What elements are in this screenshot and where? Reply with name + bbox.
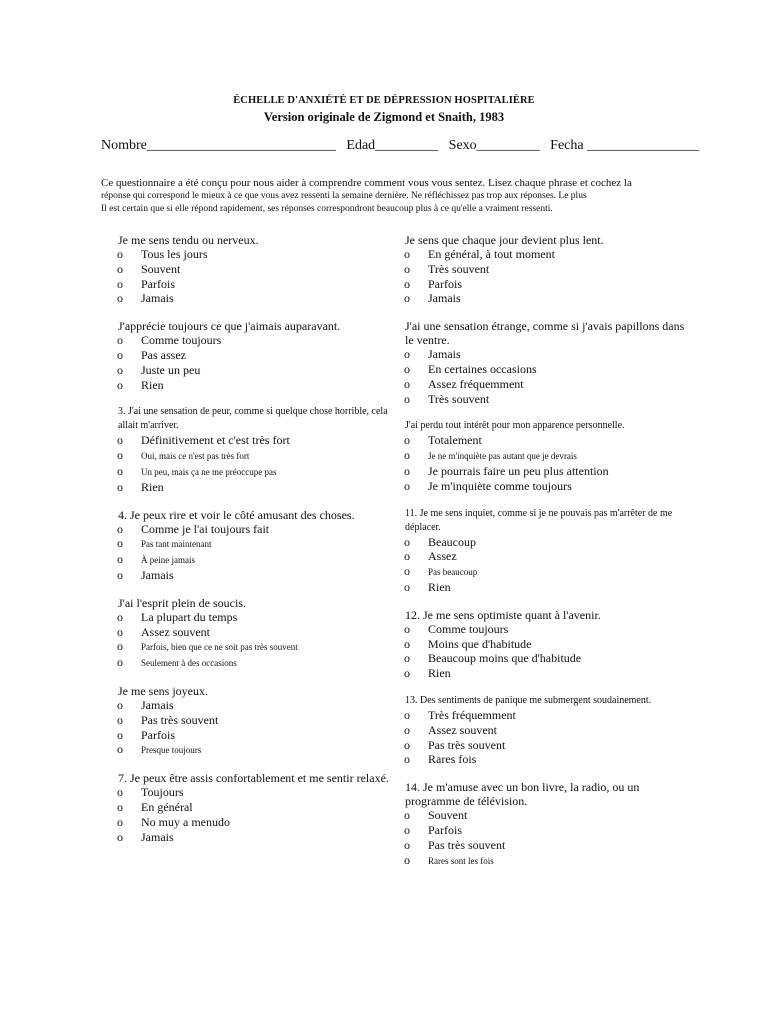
answer-option-label: Presque toujours	[141, 745, 202, 756]
answer-option-label: Rares fois	[428, 752, 477, 767]
answer-option-label: À peine jamais	[141, 555, 195, 566]
question-text: Je sens que chaque jour devient plus lent.	[405, 233, 604, 247]
answer-option[interactable]	[405, 464, 695, 479]
answer-option[interactable]	[405, 708, 695, 723]
answer-option[interactable]	[118, 625, 408, 640]
answer-option[interactable]	[118, 800, 408, 815]
answer-option-label: No muy a menudo	[141, 814, 230, 829]
checkbox-circle-icon[interactable]: o	[117, 552, 123, 567]
checkbox-circle-icon[interactable]: o	[404, 837, 410, 852]
fecha-field[interactable]: Fecha ________________	[550, 138, 700, 153]
answer-option[interactable]	[118, 348, 408, 363]
question-right-1	[405, 233, 695, 306]
answer-option[interactable]	[118, 830, 408, 845]
answer-option-label: Pas très souvent	[428, 737, 506, 752]
checkbox-circle-icon[interactable]: o	[404, 433, 410, 448]
checkbox-circle-icon[interactable]: o	[117, 448, 123, 463]
question-left-4	[118, 508, 408, 583]
answer-option[interactable]	[118, 522, 408, 537]
question-text: J'apprécie toujours ce que j'aimais auparavant.	[118, 319, 341, 334]
answer-option-label: Rien	[428, 666, 451, 681]
checkbox-circle-icon[interactable]: o	[404, 752, 410, 767]
answer-option[interactable]	[405, 838, 695, 853]
checkbox-circle-icon[interactable]: o	[404, 463, 410, 478]
answer-option-label: Assez fréquemment	[428, 376, 524, 391]
answer-option-label: Rien	[141, 479, 164, 494]
checkbox-circle-icon[interactable]: o	[404, 579, 410, 594]
question-right-4	[405, 507, 695, 595]
checkbox-circle-icon[interactable]: o	[404, 822, 410, 837]
answer-option[interactable]	[118, 480, 408, 495]
answer-option-label: La plupart du temps	[141, 609, 238, 624]
question-text: 7. Je peux être assis confortablement et me sentir relaxé.	[118, 771, 389, 786]
answer-option-label: Parfois	[141, 276, 175, 291]
checkbox-circle-icon[interactable]: o	[117, 247, 123, 261]
answer-option[interactable]	[118, 785, 408, 800]
answer-option-label: Parfois, bien que ce ne soit pas très souvent	[141, 642, 298, 653]
answer-option-label: Comme toujours	[428, 621, 509, 636]
answer-option[interactable]	[405, 738, 695, 753]
checkbox-circle-icon[interactable]: o	[117, 785, 123, 800]
question-spacer	[118, 671, 408, 684]
question-spacer	[118, 392, 408, 405]
answer-option-label: Très souvent	[428, 261, 490, 276]
answer-option[interactable]	[118, 247, 408, 262]
checkbox-circle-icon[interactable]: o	[117, 333, 123, 348]
answer-option[interactable]	[405, 433, 695, 448]
answer-option-label: Assez	[428, 549, 457, 564]
question-text: 14. Je m'amuse avec un bon livre, la radio, ou un programme de télévision.	[405, 780, 640, 809]
left-question-column	[118, 233, 408, 844]
question-text: 12. Je me sens optimiste quant à l'avenir.	[405, 607, 601, 622]
checkbox-circle-icon[interactable]: o	[117, 347, 123, 362]
answer-option[interactable]	[405, 651, 695, 666]
checkbox-circle-icon[interactable]: o	[117, 814, 123, 829]
answer-option-label: Je ne m'inquiète pas autant que je devrais	[428, 451, 577, 462]
checkbox-circle-icon[interactable]: o	[404, 448, 410, 463]
question-text: 13. Des sentiments de panique me submergent soudainement.	[405, 694, 652, 706]
checkbox-circle-icon[interactable]: o	[404, 361, 410, 376]
answer-option-label: Pas très souvent	[428, 837, 506, 852]
answer-option-label: Pas assez	[141, 347, 186, 362]
checkbox-circle-icon[interactable]: o	[117, 479, 123, 494]
checkbox-circle-icon[interactable]: o	[117, 291, 123, 306]
instructions-line-1: Ce questionnaire a été conçu pour nous aider à comprendre comment vous vous sentez. Lisez chaque phrase et cochez la	[101, 177, 632, 189]
answer-option[interactable]	[118, 639, 408, 655]
answer-option-label: Beaucoup moins que d'habitude	[428, 651, 582, 666]
question-text: 3. J'ai une sensation de peur, comme si quelque chose horrible, cela allait m'arriver.	[118, 406, 388, 432]
answer-option[interactable]	[405, 580, 695, 595]
answer-option-label: Totalement	[428, 433, 482, 448]
answer-option[interactable]	[405, 622, 695, 637]
checkbox-circle-icon[interactable]: o	[117, 727, 123, 742]
answer-option-label: En général	[141, 799, 193, 814]
question-spacer	[118, 306, 408, 319]
answer-option[interactable]	[405, 377, 695, 392]
checkbox-circle-icon[interactable]: o	[117, 609, 123, 624]
checkbox-circle-icon[interactable]: o	[117, 697, 123, 712]
answer-option[interactable]	[405, 291, 695, 306]
checkbox-circle-icon[interactable]: o	[404, 261, 410, 276]
answer-option[interactable]	[405, 535, 695, 550]
answer-option[interactable]	[405, 362, 695, 377]
answer-option-label: Juste un peu	[141, 362, 201, 377]
answer-option-label: Pas très souvent	[141, 712, 219, 727]
answer-option[interactable]	[405, 392, 695, 407]
answer-option[interactable]	[118, 655, 408, 671]
checkbox-circle-icon[interactable]: o	[404, 549, 410, 564]
answer-option-label: Parfois	[141, 727, 175, 742]
instructions-line-3: Il est certain que si elle répond rapidement, ses réponses correspondront beaucoup plus à ce qu'elle a vraiment ressenti.	[101, 204, 553, 214]
checkbox-circle-icon[interactable]: o	[117, 276, 123, 291]
checkbox-circle-icon[interactable]: o	[117, 377, 123, 392]
question-text: 4. Je peux rire et voir le côté amusant des choses.	[118, 507, 355, 522]
answer-option[interactable]	[118, 448, 408, 464]
checkbox-circle-icon[interactable]: o	[117, 261, 123, 276]
answer-option[interactable]	[405, 479, 695, 494]
checkbox-circle-icon[interactable]: o	[404, 391, 410, 406]
checkbox-circle-icon[interactable]: o	[404, 666, 410, 681]
answer-option[interactable]	[118, 610, 408, 625]
answer-option[interactable]	[405, 808, 695, 823]
checkbox-circle-icon[interactable]: o	[117, 433, 123, 448]
answer-option-label: Moins que d'habitude	[428, 636, 532, 651]
answer-option-label: Parfois	[428, 276, 462, 291]
answer-option[interactable]	[405, 723, 695, 738]
question-spacer	[118, 583, 408, 596]
answer-option-label: Souvent	[141, 261, 181, 276]
answer-option-label: Comme toujours	[141, 333, 222, 348]
right-question-column	[405, 233, 695, 868]
question-left-3	[118, 405, 408, 494]
answer-option-label: En général, à tout moment	[428, 247, 555, 261]
answer-option-label: En certaines occasions	[428, 361, 537, 376]
question-spacer	[405, 681, 695, 694]
answer-option[interactable]	[405, 448, 695, 464]
question-left-1	[118, 233, 408, 306]
checkbox-circle-icon[interactable]: o	[404, 291, 410, 306]
checkbox-circle-icon[interactable]: o	[117, 536, 123, 551]
question-left-5	[118, 596, 408, 671]
instructions	[101, 177, 691, 216]
checkbox-circle-icon[interactable]: o	[404, 534, 410, 549]
question-spacer	[118, 495, 408, 508]
question-right-5	[405, 608, 695, 681]
question-spacer	[405, 306, 695, 319]
answer-option-label: Assez souvent	[428, 722, 497, 737]
answer-option-label: Souvent	[428, 808, 468, 823]
checkbox-circle-icon[interactable]: o	[404, 808, 410, 823]
answer-option-label: Seulement à des occasions	[141, 658, 237, 669]
answer-option-label: Jamais	[141, 697, 174, 712]
checkbox-circle-icon[interactable]: o	[117, 639, 123, 654]
checkbox-circle-icon[interactable]: o	[117, 362, 123, 377]
answer-option-label: Beaucoup	[428, 534, 476, 549]
question-spacer	[405, 767, 695, 780]
checkbox-circle-icon[interactable]: o	[404, 621, 410, 636]
answer-option[interactable]	[118, 378, 408, 393]
answer-option-label: Comme je l'ai toujours fait	[141, 521, 270, 536]
answer-option-label: Jamais	[428, 291, 461, 306]
answer-option-label: Rien	[141, 377, 164, 392]
answer-option-label: Toujours	[141, 785, 184, 800]
answer-option[interactable]	[118, 713, 408, 728]
checkbox-circle-icon[interactable]: o	[117, 655, 123, 670]
question-text: Je me sens tendu ou nerveux.	[118, 233, 259, 247]
answer-option[interactable]	[405, 347, 695, 362]
answer-option[interactable]	[405, 666, 695, 681]
answer-option-label: Pas beaucoup	[428, 567, 478, 578]
checkbox-circle-icon[interactable]: o	[404, 376, 410, 391]
question-text: J'ai une sensation étrange, comme si j'avais papillons dans le ventre.	[405, 319, 685, 348]
question-right-3	[405, 419, 695, 493]
answer-option[interactable]	[405, 823, 695, 838]
answer-option[interactable]	[118, 291, 408, 306]
answer-option-label: Assez souvent	[141, 624, 210, 639]
answer-option[interactable]	[118, 728, 408, 743]
answer-option-label: Définitivement et c'est très fort	[141, 433, 290, 448]
question-spacer	[405, 595, 695, 608]
answer-option[interactable]	[405, 549, 695, 564]
answer-option-label: Je pourrais faire un peu plus attention	[428, 463, 609, 478]
checkbox-circle-icon[interactable]: o	[404, 737, 410, 752]
question-text: J'ai perdu tout intérêt pour mon apparence personnelle.	[405, 420, 625, 432]
question-right-6	[405, 694, 695, 767]
answer-option-label: Très fréquemment	[428, 707, 516, 722]
checkbox-circle-icon[interactable]: o	[404, 247, 410, 261]
answer-option[interactable]	[118, 433, 408, 448]
answer-option[interactable]	[405, 564, 695, 580]
question-right-2	[405, 319, 695, 406]
checkbox-circle-icon[interactable]: o	[404, 276, 410, 291]
checkbox-circle-icon[interactable]: o	[117, 567, 123, 582]
edad-field[interactable]: Edad_________	[346, 138, 439, 153]
answer-option-label: Jamais	[141, 829, 174, 844]
question-left-6	[118, 684, 408, 758]
question-text: J'ai l'esprit plein de soucis.	[118, 595, 246, 610]
answer-option[interactable]	[405, 247, 695, 262]
question-left-2	[118, 319, 408, 392]
answer-option-label: Un peu, mais ça ne me préoccupe pas	[141, 466, 277, 477]
answer-option[interactable]	[118, 262, 408, 277]
answer-option-label: Rares sont les fois	[428, 855, 494, 866]
answer-option-label: Oui, mais ce n'est pas très fort	[141, 451, 250, 462]
checkbox-circle-icon[interactable]: o	[404, 564, 410, 579]
answer-option[interactable]	[405, 853, 695, 869]
identity-fields	[101, 138, 701, 154]
checkbox-circle-icon[interactable]: o	[404, 651, 410, 666]
answer-option[interactable]	[118, 536, 408, 552]
checkbox-circle-icon[interactable]: o	[117, 624, 123, 639]
checkbox-circle-icon[interactable]: o	[404, 347, 410, 362]
answer-option[interactable]	[118, 698, 408, 713]
nombre-field[interactable]: Nombre___________________________	[101, 138, 336, 153]
answer-option[interactable]	[118, 363, 408, 378]
answer-option-label: Jamais	[428, 347, 461, 362]
answer-option-label: Jamais	[141, 567, 174, 582]
checkbox-circle-icon[interactable]: o	[117, 463, 123, 478]
answer-option[interactable]	[405, 752, 695, 767]
answer-option[interactable]	[405, 637, 695, 652]
question-spacer	[405, 494, 695, 507]
answer-option[interactable]	[118, 464, 408, 480]
document-title: ÉCHELLE D'ANXIÉTÉ ET DE DÉPRESSION HOSPITALIÈRE	[233, 95, 535, 106]
question-text: 11. Je me sens inquiet, comme si je ne pouvais pas m'arrêter de me déplacer.	[405, 507, 673, 533]
checkbox-circle-icon[interactable]: o	[404, 852, 410, 867]
answer-option-label: Parfois	[428, 822, 462, 837]
answer-option-label: Jamais	[141, 291, 174, 306]
answer-option[interactable]	[118, 742, 408, 758]
answer-option-label: Pas tant maintenant	[141, 539, 212, 550]
answer-option-label: Rien	[428, 579, 451, 594]
answer-option-label: Très souvent	[428, 391, 490, 406]
answer-option-label: Tous les jours	[141, 247, 208, 261]
answer-option-label: Je m'inquiète comme toujours	[428, 478, 572, 493]
question-spacer	[118, 758, 408, 771]
checkbox-circle-icon[interactable]: o	[117, 712, 123, 727]
question-text: Je me sens joyeux.	[118, 683, 208, 698]
checkbox-circle-icon[interactable]: o	[117, 799, 123, 814]
checkbox-circle-icon[interactable]: o	[404, 478, 410, 493]
answer-option[interactable]	[118, 568, 408, 583]
question-spacer	[405, 406, 695, 419]
question-left-7	[118, 771, 408, 844]
checkbox-circle-icon[interactable]: o	[404, 636, 410, 651]
checkbox-circle-icon[interactable]: o	[117, 742, 123, 757]
checkbox-circle-icon[interactable]: o	[404, 707, 410, 722]
question-right-7	[405, 780, 695, 868]
answer-option[interactable]	[405, 277, 695, 292]
sexo-field[interactable]: Sexo_________	[448, 138, 540, 153]
checkbox-circle-icon[interactable]: o	[117, 521, 123, 536]
answer-option[interactable]	[405, 262, 695, 277]
answer-option[interactable]	[118, 333, 408, 348]
answer-option[interactable]	[118, 277, 408, 292]
checkbox-circle-icon[interactable]: o	[404, 722, 410, 737]
instructions-line-2: réponse qui correspond le mieux à ce que vous avez ressenti la semaine dernière. Ne réfléchissez pas trop aux réponses. Le plus	[101, 191, 587, 201]
answer-option[interactable]	[118, 552, 408, 568]
answer-option[interactable]	[118, 815, 408, 830]
document-subtitle: Version originale de Zigmond et Snaith, 1983	[263, 110, 505, 124]
checkbox-circle-icon[interactable]: o	[117, 829, 123, 844]
